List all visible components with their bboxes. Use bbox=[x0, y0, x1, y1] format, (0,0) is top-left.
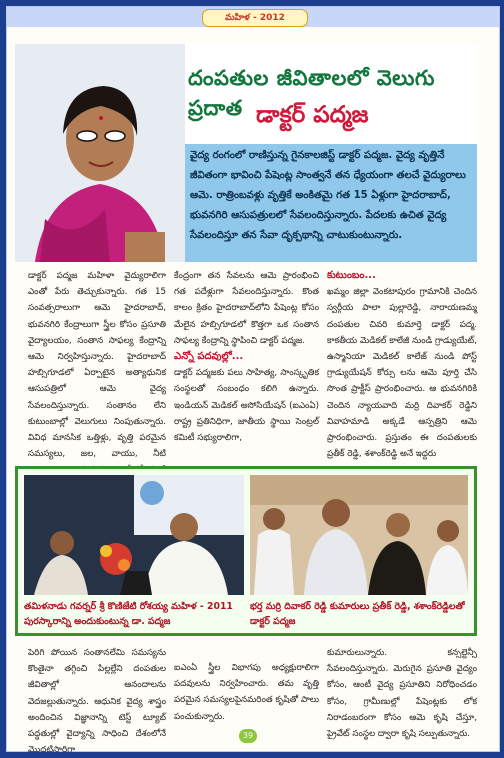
subheading-family: కుటుంబం... bbox=[327, 270, 376, 281]
caption-right: భర్త మర్రి దివాకర్ రెడ్డి కుమారులు ప్రతీక్ రెడ్డి, శశాంక్‌రెడ్డిలతో డాక్టర్ పద్మజ bbox=[250, 601, 465, 627]
bottom-column-3 bbox=[327, 645, 477, 740]
headline-line-1: దంపతుల జీవితాలలో వెలుగు ప్రదాత bbox=[188, 66, 435, 120]
header-band bbox=[7, 7, 499, 27]
article-column-1-text: డాక్టర్ పద్మజ మహిళా వైద్యురాలిగా ఎంతో పేరు తెచ్చుకున్నారు. గత 15 సంవత్సరాలుగా ఆమె హైదరాబాద్, భువనగిరి కేంద్రాలుగా స్త్రీల కోసం ప్రసూతి వైద్యాలయం, సంతాన సాఫల్య కేంద్రాన్ని ఆమె నిర్వహిస్తున్నారు. హైదరాబాద్ హబ్సిగూడలో ఏర్పాటైన అత్యాధునిక ఆసుపత్రిలో ఆమె వైద్య సేవలందిస్తున్నారు. సంతానం లేని కుటుంబాల్లో వెలుగులు నింపుతున్నారు. వివిధ మానసిక ఒత్తిళ్లు, వృత్తి పరమైన సమస్యలు, జల, వాయు, నీటి bbox=[28, 271, 166, 460]
photo-panel bbox=[15, 466, 477, 636]
article-column-3-text: ఖమ్మం జిల్లా వెంకటాపురం గ్రామానికి చెందిన స్వర్గీయ పాలా పుల్లారెడ్డి, నారాయణమ్మ దంపతుల చివరి కుమార్తె డాక్టర్ పద్మ. కాకతీయ మెడికల్ కాలేజీ నుండి గ్రాడ్యుయేట్, ఉస్మానియా మెడికల్ కాలేజ్ నుండి పోస్ట్ గ్రాడ్యుయేషన్ కోర్సు లను ఆమె పూర్తి చేసి సొంత ప్రాక్టీస్ ప్రారంభించారు. ఆ భువనగిరికి చెందిన న్యాయవాది మర్రి దివాకర్ రెడ్డిని వివాహమాడి అక్కడే ఆస్పత్రిని ఆమె ప్రారంభించారు. ప్రస్తుతం ఈ దంపతులకు ప్రతీక్ రెడ్డి, శశాంక్‌రెడ్డి అనే ఇద్దరు bbox=[327, 287, 477, 460]
article-column-2b-text: డాక్టర్ పద్మజకు పలు సాహిత్య, సాంస్కృతిక సంస్థలతో సంబంధం కలిగి ఉన్నారు. ఇండియన్ మెడికల్ అసోసియేషన్ (ఐఎంఏ) రాష్ట్ర ప్రతినిధిగా, జాతీయ స్థాయి సెంట్రల్ కమిటీ సభ్యురాలిగా, bbox=[174, 368, 319, 444]
headline-line-2: డాక్టర్ పద్మజ bbox=[256, 102, 369, 128]
portrait-photo bbox=[15, 44, 185, 262]
caption-left: తమిళనాడు గవర్నర్ శ్రీ కొణిజేటి రోశయ్య మహిళ - 2011 పురస్కారాన్ని అందుకుంటున్న డా. పద్మజ bbox=[24, 601, 233, 627]
issue-label: మహిళ - 2012 bbox=[202, 9, 308, 27]
article-column-2 bbox=[174, 268, 319, 460]
bottom-column-1 bbox=[28, 645, 166, 756]
award-photo bbox=[24, 475, 244, 595]
bottom-column-3-text: కుమారులున్నారు. కన్సల్టెన్సీ సేవలందిస్తున్నారు. మెరుగైన ప్రసూతి వైద్యం కోసం, ఆంటీ వైద్య ప్రసూతిని నిరోధించడం కోసం, గ్రామీణుల్లో పేషెంట్లకు లోక నిరాడంబరంగా కోసం ఆమె కృషి చేస్తూ, ప్రైవేట్ సంస్థల ద్వారా కృషి సల్పుతున్నారు. bbox=[327, 648, 477, 740]
subheading-positions: ఎన్నో పదవుల్లో... bbox=[174, 351, 244, 363]
bottom-column-2-text: ఐఎంఏ స్త్రీల విభాగపు అధ్యక్షురాలిగా పదవులను నిర్వహించారు. తమ వృత్తి పరమైన సమస్యలపైనమరింత కృషితో పాలు పంచుకున్నారు. bbox=[174, 663, 319, 722]
page-number: 39 bbox=[239, 729, 257, 743]
article-column-3 bbox=[327, 268, 477, 460]
article-column-1 bbox=[28, 268, 166, 460]
intro-text: వైద్య రంగంలో రాణిస్తున్న గైనకాలజిస్ట్ డాక్టర్ పద్మజ. వైద్య వృత్తినే జీవితంగా భావించి పేషెంట్ల సాంత్వనే తన ధ్యేయంగా తలచే వైద్యురాలు ఆమె. రాత్రింబవళ్లు వృత్తికే అంకితమై గత 15 ఏళ్లుగా హైదరాబాద్, భువనగిరి ఆసుపత్రులలో సేవలందిస్తున్నారు. పేదలకు ఉచిత వైద్య సేవలందిస్తూ తన సేవా దృక్పథాన్ని చాటుకుంటున్నారు. bbox=[190, 150, 466, 241]
bottom-column-2 bbox=[174, 660, 319, 727]
bottom-column-1-text: పెరిగి పోయిన సంతానలేమి సమస్యను కొంతైనా తగ్గించి పిల్లల్లేని దంపతుల జీవితాల్లో ఆనందాలను వెదజల్లుతున్నారు. ఆధునిక వైద్య శాస్త్రం అందించిన విజ్ఞానాన్ని టెస్ట్ ట్యూబ్ పద్ధతుల్లో వైద్యాన్ని సాధించి దేశంలోనే మొదటిసారిగా bbox=[28, 648, 166, 756]
article-column-2-text: కేంద్రంగా తన సేవలను ఆమె ప్రారంభించి గత పదేళ్లుగా సేవలందిస్తున్నారు. కొంత కాలం క్రితం హైదరాబాద్‌లోని పేషెంట్ల కోసం మేలైన హబ్సిగూడలో కొత్తగా ఒక సంతాన సాఫల్య కేంద్రాన్ని స్థాపించి డాక్టర్ పద్మజ. bbox=[174, 271, 319, 346]
family-photo bbox=[250, 475, 468, 595]
